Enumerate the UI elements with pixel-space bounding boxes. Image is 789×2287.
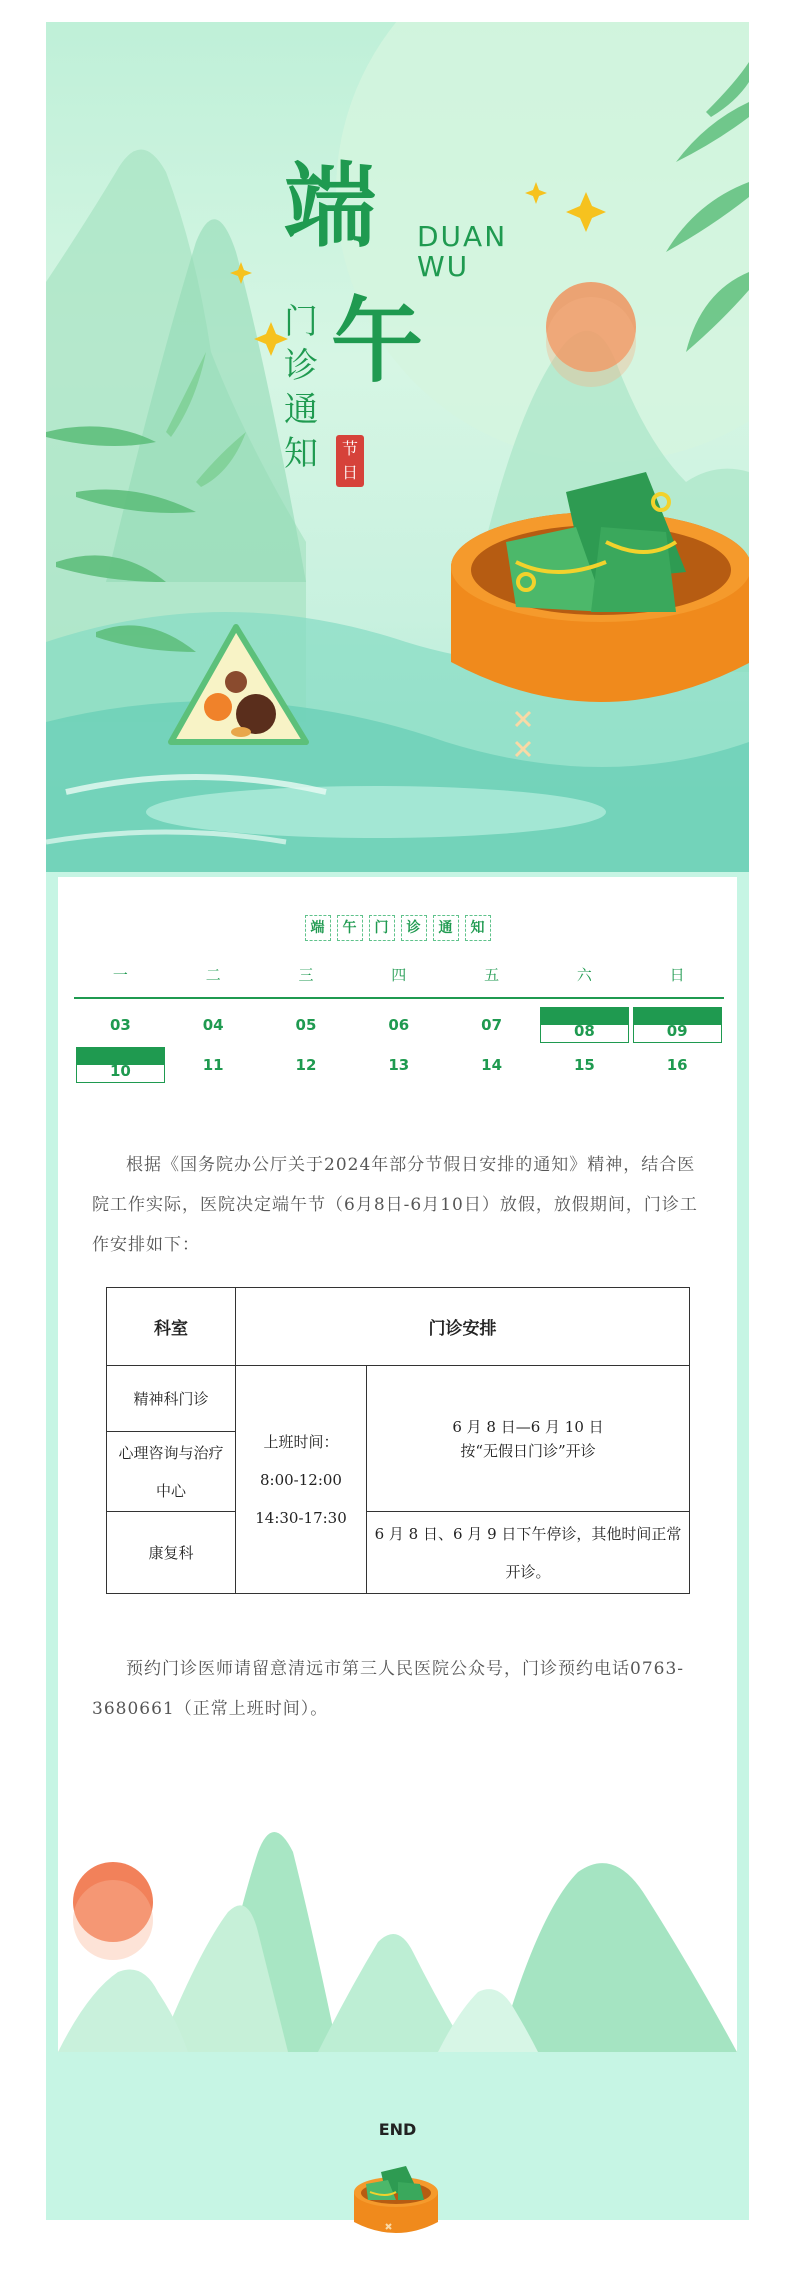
calendar-day-number: 08: [573, 1022, 595, 1040]
calendar-title-char: 诊: [401, 915, 427, 941]
calendar-title-char: 知: [465, 915, 491, 941]
working-hours-afternoon: 14:30-17:30: [255, 1508, 347, 1527]
table-cell-department: 康复科: [107, 1512, 236, 1594]
calendar-day: 14: [481, 1056, 503, 1074]
arrangement-mode: 按“无假日门诊”开诊: [460, 1441, 596, 1460]
weekday-label: 五: [484, 966, 500, 984]
calendar-divider: [74, 997, 724, 999]
notice-card: [58, 877, 737, 2052]
calendar-day: 06: [388, 1016, 410, 1034]
calendar-day: 15: [573, 1056, 595, 1074]
hero-title-english: DUAN WU: [417, 220, 508, 283]
bottom-mountains-illustration: [58, 1792, 737, 2052]
hero-title-wu: 午: [331, 288, 424, 395]
calendar-week-row: [74, 1005, 724, 1045]
calendar-day: 04: [202, 1016, 224, 1034]
calendar-day-holiday: [74, 1045, 167, 1085]
weekday-label: 四: [391, 966, 407, 984]
weekday-label: 六: [576, 966, 592, 984]
holiday-calendar: [74, 957, 724, 1085]
calendar-day: 05: [295, 1016, 317, 1034]
table-cell-arrangement: [367, 1366, 690, 1512]
hero-subtitle: [284, 300, 324, 476]
table-header-schedule: 门诊安排: [236, 1288, 690, 1366]
calendar-title-char: 通: [433, 915, 459, 941]
weekday-label: 日: [669, 966, 685, 984]
calendar-day-number: 09: [666, 1022, 688, 1040]
festival-seal: 节日: [336, 435, 364, 487]
calendar-week-row: [74, 1045, 724, 1085]
working-hours-morning: 8:00-12:00: [260, 1470, 342, 1489]
table-header-department: 科室: [107, 1288, 236, 1366]
table-cell-department: 心理咨询与治疗中心: [107, 1432, 236, 1512]
weekday-label: 三: [298, 966, 314, 984]
steamer-basket-icon: [346, 2162, 446, 2242]
working-hours-label: 上班时间：: [263, 1432, 339, 1451]
hero-title-duan: 端: [284, 153, 377, 260]
calendar-day-holiday: [538, 1005, 631, 1045]
hero-subtitle-char: 门: [284, 302, 318, 342]
calendar-weekday-row: [74, 957, 724, 997]
calendar-day: 12: [295, 1056, 317, 1074]
weekday-label: 一: [112, 966, 128, 984]
hero-illustration: [46, 22, 749, 872]
table-cell-working-hours: [236, 1366, 367, 1594]
calendar-day-number: 10: [109, 1062, 131, 1080]
calendar-day-holiday: [631, 1005, 724, 1045]
calendar-day: 13: [388, 1056, 410, 1074]
calendar-title: [58, 915, 737, 941]
calendar-title-char: 端: [305, 915, 331, 941]
calendar-day: 11: [202, 1056, 224, 1074]
weekday-label: 二: [205, 966, 221, 984]
hero-subtitle-char: 知: [284, 434, 318, 474]
hero-banner: [46, 22, 749, 872]
clinic-schedule-table: [106, 1287, 690, 1594]
hero-subtitle-char: 诊: [284, 346, 318, 386]
notice-paragraph-booking: 预约门诊医师请留意清远市第三人民医院公众号，门诊预约电话0763-3680661（正常上班时间）。: [92, 1659, 685, 1719]
arrangement-dates: 6 月 8 日—6 月 10 日: [452, 1417, 604, 1436]
poster: [46, 22, 749, 2220]
calendar-title-char: 午: [337, 915, 363, 941]
calendar-day: 16: [666, 1056, 688, 1074]
table-cell-department: 精神科门诊: [107, 1366, 236, 1432]
hero-subtitle-char: 通: [284, 390, 318, 430]
calendar-title-char: 门: [369, 915, 395, 941]
notice-paragraph-intro: 根据《国务院办公厅关于2024年部分节假日安排的通知》精神，结合医院工作实际，医院决定端午节（6月8日-6月10日）放假，放假期间，门诊工作安排如下：: [92, 1155, 698, 1255]
end-label: END: [378, 2120, 417, 2139]
calendar-day: 07: [481, 1016, 503, 1034]
calendar-day: 03: [109, 1016, 131, 1034]
table-cell-arrangement: 6 月 8 日、6 月 9 日下午停诊，其他时间正常开诊。: [367, 1512, 690, 1594]
